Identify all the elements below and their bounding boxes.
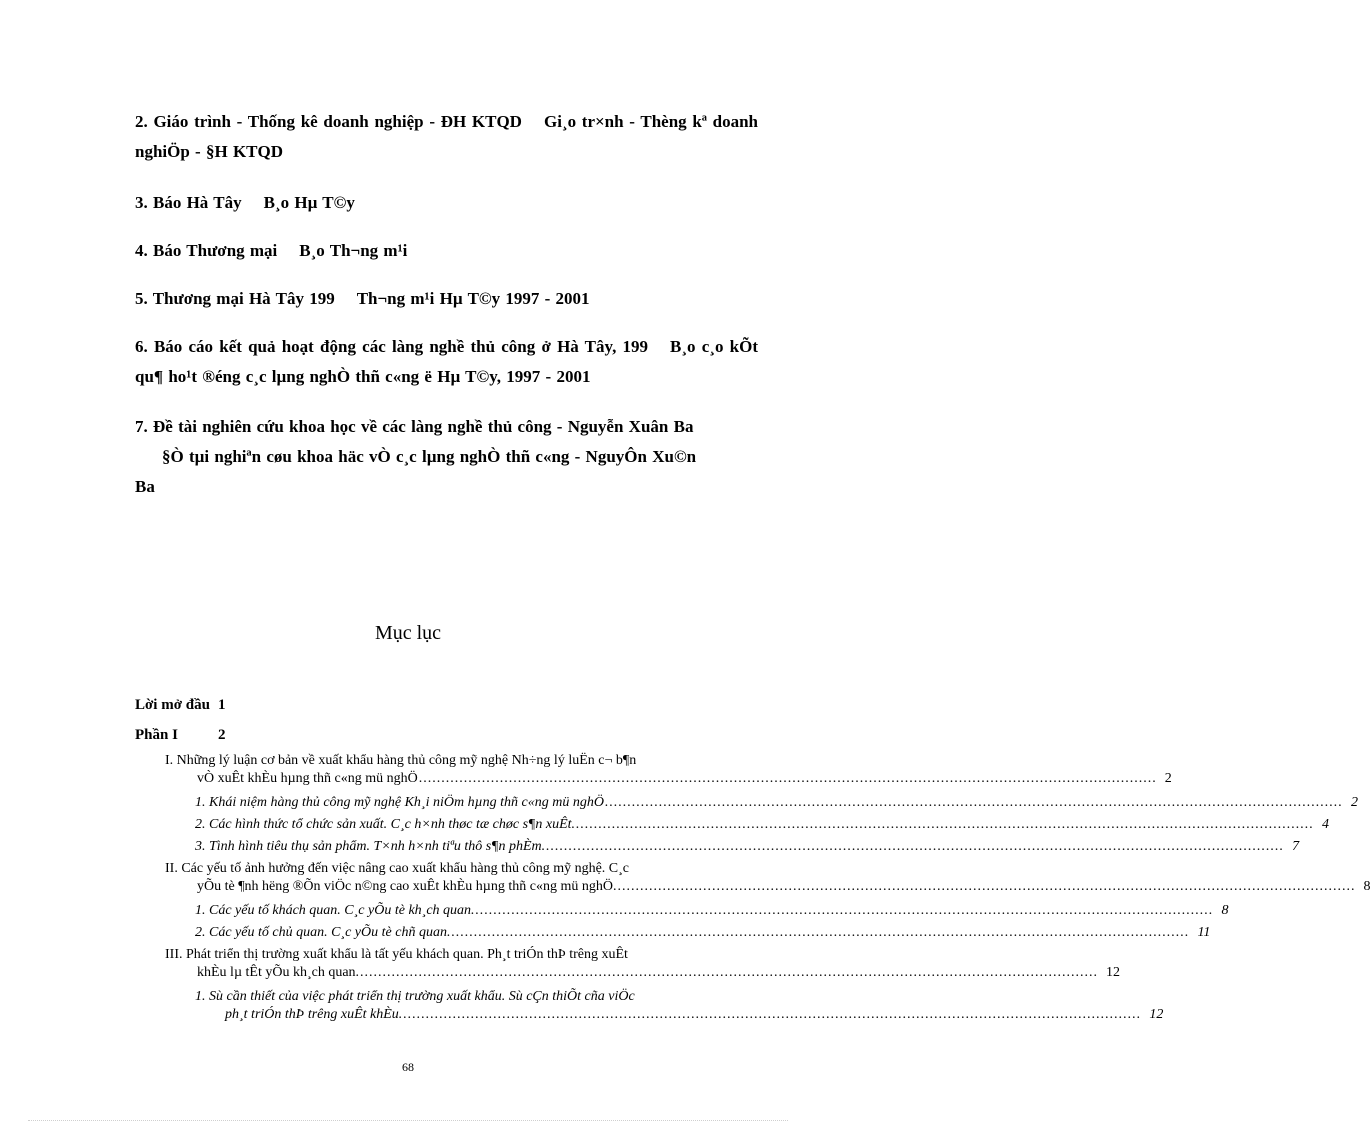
footer-divider [28, 1120, 788, 1121]
toc-entry-page: 2 [1350, 795, 1358, 810]
toc-entry-title: 3. Tình hình tiêu thụ sản phẩm. T×nh h×nh tiªu thô s¶n phÈm. [195, 839, 546, 854]
reference-text: 3. Báo Hà Tây [135, 193, 242, 212]
toc-entry-page: 12 [1149, 1007, 1164, 1022]
toc-entry-page: 4 [1322, 817, 1330, 832]
toc-title: Mục lục [374, 622, 442, 644]
reference-4 [135, 236, 758, 266]
reference-3 [135, 188, 758, 218]
dot-leader: .................................................................................................................................................................... [451, 925, 1190, 940]
toc-entry-title: 1. Khái niệm hàng thủ công mỹ nghệ Kh¸i niÖm hµng thñ c«ng mü nghÖ [195, 795, 604, 810]
dot-leader: .................................................................................................................................................................... [604, 795, 1343, 810]
toc-part-page: 2 [217, 727, 226, 743]
toc-intro-label: Lời mở đầu [135, 697, 210, 713]
toc-entry-title-cont: khÈu lµ tÊt yÕu kh¸ch quan. [197, 965, 360, 980]
reference-text: 5. Thương mại Hà Tây 199 [135, 289, 335, 308]
toc-entry-title-cont: vÒ xuÊt khÈu hµng thñ c«ng mü nghÖ [197, 771, 418, 786]
reference-7 [135, 412, 758, 502]
toc-entry-title: 2. Các hình thức tổ chức sản xuất. C¸c h×nh thøc tæ chøc s¶n xuÊt. [195, 817, 576, 832]
toc-entry-page: 8 [1363, 879, 1370, 894]
toc-entry-2-2[interactable] [195, 924, 1211, 942]
toc-entry-page: 7 [1292, 839, 1300, 854]
toc-entry-1-2[interactable] [195, 816, 1330, 834]
toc-entry-title: 1. Sù cần thiết của việc phát triển thị trường xuất khẩu. Sù cÇn thiÕt cña viÖc [195, 989, 635, 1004]
reference-garbled-text-end: Ba [135, 477, 155, 496]
toc-entry-1-3[interactable] [195, 838, 1300, 856]
toc-entry-page: 8 [1221, 903, 1229, 918]
reference-text: 6. Báo cáo kết quả hoạt động các làng nghề thủ công ở Hà Tây, 199 [135, 337, 649, 356]
reference-garbled-text: B¸o c¸o kÕt qu¶ ho¹t ®éng c¸c lµng nghÒ thñ c«ng ë Hµ T©y, 1997 - 2001 [135, 337, 758, 386]
toc-entry-section-2[interactable] [165, 860, 1370, 896]
toc-entry-1-1[interactable] [195, 794, 1358, 812]
reference-text: 4. Báo Thương mại [135, 241, 278, 260]
toc-entry-title: III. Phát triển thị trường xuất khẩu là tất yếu khách quan. Ph¸t triÓn thÞ trêng xuÊt [165, 947, 628, 962]
toc-entry-section-3[interactable] [165, 946, 1121, 982]
reference-6 [135, 332, 758, 392]
reference-garbled-text: B¸o Hµ T©y [263, 193, 355, 212]
toc-entry-title: 2. Các yếu tố chủ quan. C¸c yÕu tè chñ quan. [195, 925, 451, 940]
dot-leader: .................................................................................................................................................................... [418, 771, 1157, 786]
reference-garbled-text: §Ò tµi nghiªn cøu khoa häc vÒ c¸c lµng nghÒ thñ c«ng - NguyÔn Xu©n [162, 447, 697, 466]
reference-2 [135, 107, 758, 167]
dot-leader: .................................................................................................................................................................... [475, 903, 1214, 918]
toc-intro[interactable] [135, 697, 225, 714]
toc-entry-section-1[interactable] [165, 752, 1172, 788]
dot-leader: .................................................................................................................................................................... [546, 839, 1285, 854]
toc-entry-page: 2 [1164, 771, 1172, 786]
toc-entry-title: I. Những lý luận cơ bản về xuất khẩu hàng thủ công mỹ nghệ Nh÷ng lý luËn c¬ b¶n [165, 753, 637, 768]
toc-part-1[interactable] [135, 727, 225, 744]
toc-entry-page: 12 [1106, 965, 1121, 980]
reference-text: 2. Giáo trình - Thống kê doanh nghiệp - ĐH KTQD [135, 112, 522, 131]
dot-leader: .................................................................................................................................................................... [617, 879, 1356, 894]
reference-text: 7. Đề tài nghiên cứu khoa học về các làng nghề thủ công - Nguyễn Xuân Ba [135, 417, 694, 436]
toc-part-label: Phần I [135, 727, 178, 743]
dot-leader: .................................................................................................................................................................... [403, 1007, 1142, 1022]
toc-entry-title-cont: ph¸t triÓn thÞ trêng xuÊt khÈu. [225, 1007, 403, 1022]
dot-leader: .................................................................................................................................................................... [576, 817, 1315, 832]
reference-5 [135, 284, 758, 314]
toc-entry-3-1[interactable] [195, 988, 1164, 1024]
page-number: 68 [402, 1060, 414, 1074]
toc-entry-2-1[interactable] [195, 902, 1229, 920]
toc-entry-title: II. Các yếu tố ảnh hưởng đến việc nâng cao xuất khẩu hàng thủ công mỹ nghệ. C¸c [165, 861, 630, 876]
reference-garbled-text: Gi¸o tr×nh - Thèng kª doanh nghiÖp - §H KTQD [135, 112, 758, 161]
toc-entry-page: 11 [1197, 925, 1211, 940]
toc-entry-title-cont: yÕu tè ¶nh hëng ®Õn viÖc n©ng cao xuÊt khÈu hµng thñ c«ng mü nghÖ. [197, 879, 617, 894]
dot-leader: .................................................................................................................................................................... [360, 965, 1099, 980]
reference-garbled-text: B¸o Th¬ng m¹i [299, 241, 408, 260]
reference-garbled-text: Th¬ng m¹i Hµ T©y 1997 - 2001 [356, 289, 590, 308]
toc-entry-title: 1. Các yếu tố khách quan. C¸c yÕu tè kh¸ch quan. [195, 903, 475, 918]
toc-intro-page: 1 [217, 697, 226, 713]
